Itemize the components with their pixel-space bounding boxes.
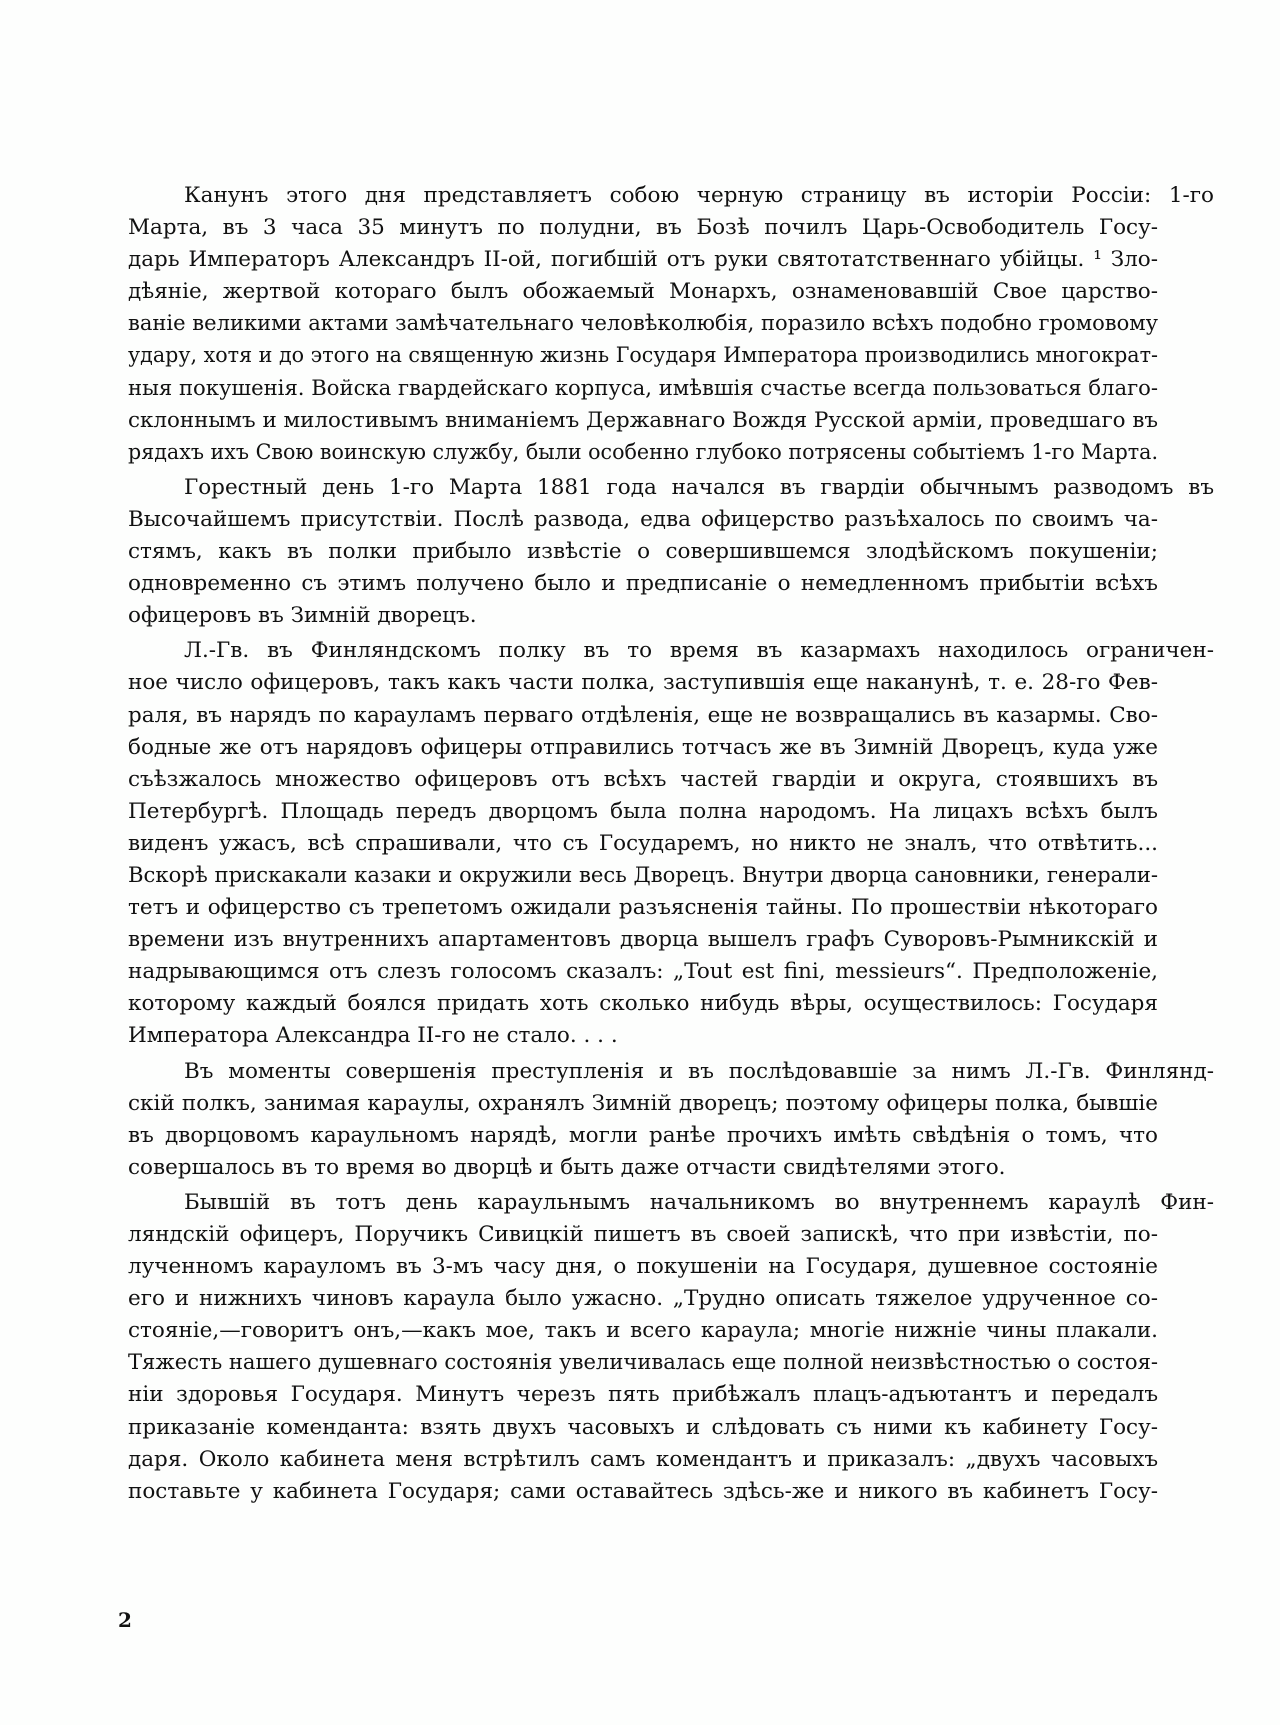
text-line: ляндскій офицеръ, Поручикъ Сивицкій пишетъ въ своей запискѣ, что при извѣстіи, по-: [128, 1222, 1158, 1247]
paragraph-2: [128, 472, 1214, 632]
text-line: одновременно съ этимъ получено было и предписаніе о немедленномъ прибытіи всѣхъ: [128, 571, 1158, 597]
text-line: Императора Александра II-го не стало. . . .: [128, 1023, 618, 1049]
text-line: съѣзжалось множество офицеровъ отъ всѣхъ частей гвардіи и округа, стоявшихъ въ: [128, 766, 1158, 792]
text-line: поставьте у кабинета Государя; сами оставайтесь здѣсь-же и никого въ кабинетъ Госу-: [128, 1478, 1158, 1504]
text-line: лученномъ карауломъ въ 3-мъ часу дня, о покушеніи на Государя, душевное состояніе: [128, 1254, 1158, 1280]
text-line: совершалось въ то время во дворцѣ и быть даже отчасти свидѣтелями этого.: [128, 1154, 1006, 1180]
text-line: раля, въ нарядъ по карауламъ перваго отдѣленія, еще не возвращались въ казармы. Сво-: [128, 702, 1158, 728]
text-line: въ дворцовомъ караульномъ нарядѣ, могли ранѣе прочихъ имѣть свѣдѣнія о томъ, что: [128, 1122, 1158, 1148]
text-line: Марта, въ 3 часа 35 минутъ по полудни, въ Бозѣ почилъ Царь-Освободитель Госу-: [128, 215, 1158, 241]
text-line: его и нижнихъ чиновъ караула было ужасно. „Трудно описать тяжелое удрученное со-: [128, 1286, 1158, 1312]
text-line: скій полкъ, занимая караулы, охранялъ Зимній дворецъ; поэтому офицеры полка, бывшіе: [128, 1090, 1158, 1116]
text-line: стояніе,—говоритъ онъ,—какъ мое, такъ и всего караула; многіе нижніе чины плакали.: [128, 1318, 1158, 1344]
text-line: приказаніе коменданта: взять двухъ часовыхъ и слѣдовать съ ними къ кабинету Госу-: [128, 1414, 1158, 1440]
text-line: ваніе великими актами замѣчательнаго человѣколюбія, поразило всѣхъ подобно громовому: [128, 311, 1159, 337]
text-line: Канунъ этого дня представляетъ собою черную страницу въ исторіи Россіи: 1-го: [184, 183, 1214, 208]
text-line: дѣяніе, жертвой котораго былъ обожаемый Монархъ, ознаменовавшій Свое царство-: [128, 279, 1158, 305]
text-line: надрывающимся отъ слезъ голосомъ сказалъ: „Tout est fini, messieurs“. Предположеніе,: [128, 959, 1158, 985]
text-line: ніи здоровья Государя. Минутъ черезъ пять прибѣжалъ плацъ-адъютантъ и передалъ: [128, 1382, 1158, 1408]
text-line: Вскорѣ прискакали казаки и окружили весь Дворецъ. Внутри дворца сановники, генерали-: [128, 862, 1159, 888]
text-line: дарь Императоръ Александръ II-ой, погибшій отъ руки святотатственнаго убійцы. ¹ Зло-: [128, 247, 1158, 273]
text-line: Горестный день 1-го Марта 1881 года начался въ гвардіи обычнымъ разводомъ въ: [184, 474, 1214, 500]
body-text: [128, 180, 1214, 1508]
text-line: тетъ и офицерство съ трепетомъ ожидали разъясненія тайны. По прошествіи нѣкотораго: [128, 895, 1158, 921]
text-line: которому каждый боялся придать хоть сколько нибудь вѣры, осуществилось: Государя: [128, 991, 1158, 1017]
text-line: склоннымъ и милостивымъ вниманіемъ Державнаго Вождя Русской арміи, проведшаго въ: [128, 407, 1159, 433]
text-line: Тяжесть нашего душевнаго состоянія увеличивалась еще полной неизвѣстностью о состоя-: [128, 1350, 1159, 1376]
paragraph-4: [128, 1056, 1214, 1184]
page-number: 2: [118, 1608, 132, 1632]
text-line: ныя покушенія. Войска гвардейскаго корпуса, имѣвшія счастье всегда пользоваться благо-: [128, 375, 1159, 401]
text-line: ное число офицеровъ, такъ какъ части полка, заступившія еще наканунѣ, т. е. 28-го Фев-: [128, 670, 1158, 696]
text-line: даря. Около кабинета меня встрѣтилъ самъ комендантъ и приказалъ: „двухъ часовыхъ: [128, 1446, 1158, 1472]
text-line: бодные же отъ нарядовъ офицеры отправились тотчасъ же въ Зимній Дворецъ, куда уже: [128, 734, 1158, 760]
paragraph-5: [128, 1187, 1214, 1508]
text-line: Бывшій въ тотъ день караульнымъ начальникомъ во внутреннемъ караулѣ Фин-: [184, 1189, 1214, 1215]
text-line: рядахъ ихъ Свою воинскую службу, были особенно глубоко потрясены событіемъ 1-го Марта.: [128, 439, 1159, 465]
paragraph-1: [128, 180, 1214, 469]
paragraph-3: [128, 635, 1214, 1052]
text-line: удару, хотя и до этого на священную жизнь Государя Императора производились многократ-: [128, 343, 1158, 369]
text-line: Л.-Гв. въ Финляндскомъ полку въ то время въ казармахъ находилось ограничен-: [184, 638, 1214, 664]
text-line: Въ моменты совершенія преступленія и въ послѣдовавшіе за нимъ Л.-Гв. Финлянд-: [184, 1058, 1214, 1084]
text-line: Петербургѣ. Площадь передъ дворцомъ была полна народомъ. На лицахъ всѣхъ былъ: [128, 798, 1158, 824]
text-line: стямъ, какъ въ полки прибыло извѣстіе о совершившемся злодѣйскомъ покушеніи;: [128, 539, 1158, 565]
text-line: Высочайшемъ присутствіи. Послѣ развода, едва офицерство разъѣхалось по своимъ ча-: [128, 506, 1158, 532]
text-line: офицеровъ въ Зимній дворецъ.: [128, 603, 477, 629]
text-line: виденъ ужасъ, всѣ спрашивали, что съ Государемъ, но никто не зналъ, что отвѣтить...: [128, 830, 1158, 856]
text-line: времени изъ внутреннихъ апартаментовъ дворца вышелъ графъ Суворовъ-Рымникскій и: [128, 927, 1158, 953]
